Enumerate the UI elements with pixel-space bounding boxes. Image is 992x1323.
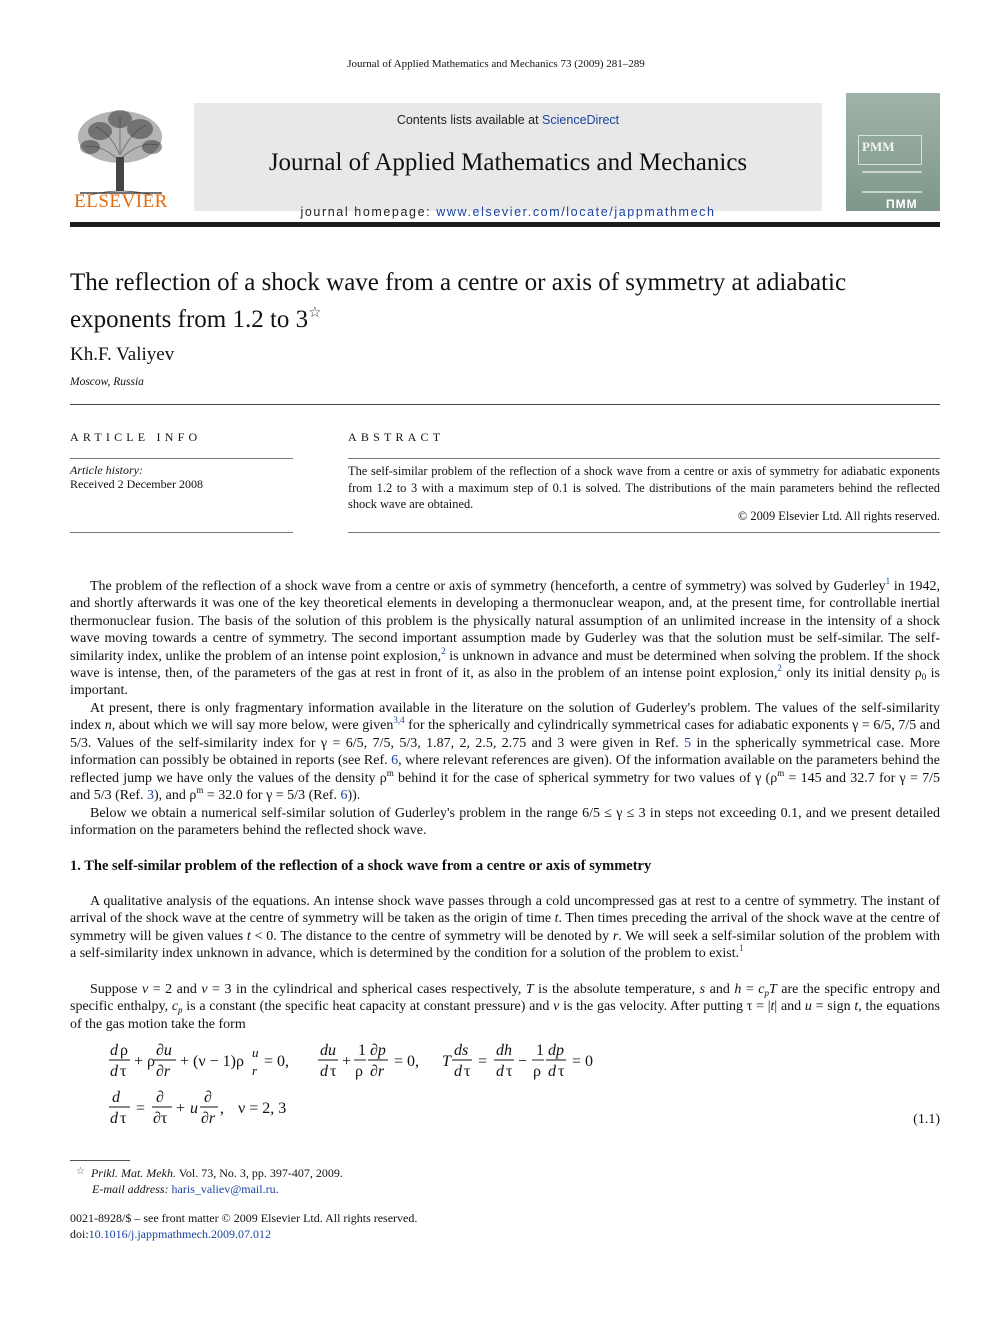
text-run: is the absolute temperature, xyxy=(533,982,700,997)
divider xyxy=(70,532,293,533)
svg-text:∂τ: ∂τ xyxy=(153,1110,168,1127)
body-paragraph-4 xyxy=(70,893,940,963)
superscript: m xyxy=(386,767,394,778)
math-symbol: t xyxy=(554,911,559,927)
text-run: Suppose xyxy=(90,982,142,997)
citation-ref[interactable]: 3,4 xyxy=(393,715,405,726)
math-symbol: c xyxy=(758,982,765,997)
svg-text:r: r xyxy=(252,1063,258,1078)
svg-text:+: + xyxy=(176,1100,186,1117)
footnote-star: ☆ xyxy=(76,1166,85,1177)
text-run: = 145 and 32.7 for γ = 7/5 and 5/3 (Ref. xyxy=(70,770,940,804)
svg-text:+: + xyxy=(342,1053,352,1070)
text-run: is a constant (the specific heat capacity at constant pressure) and xyxy=(182,999,554,1015)
text-run: , about which we will say more below, were given xyxy=(111,718,394,734)
abstract-heading: ABSTRACT xyxy=(348,430,445,444)
svg-text:du: du xyxy=(320,1042,336,1059)
svg-text:=: = xyxy=(478,1053,488,1070)
math-symbol: t xyxy=(770,999,775,1015)
doi-link[interactable]: 10.1016/j.jappmathmech.2009.07.012 xyxy=(88,1227,271,1241)
subscript: p xyxy=(764,988,769,998)
equation-number: (1.1) xyxy=(913,1112,940,1127)
svg-text:d: d xyxy=(110,1110,118,1127)
citation-ref[interactable]: 3 xyxy=(146,788,154,804)
journal-banner xyxy=(194,103,822,219)
homepage-prefix: journal homepage: xyxy=(300,205,437,219)
svg-text:∂: ∂ xyxy=(156,1089,164,1106)
text-run: The problem of the reflection of a shock wave from a centre or axis of symmetry (henceforth, a centre of symmetry) was solved by Guderley xyxy=(90,579,886,594)
copyright-notice: © 2009 Elsevier Ltd. All rights reserved. xyxy=(737,509,940,523)
equation-line-1 xyxy=(109,1042,593,1080)
divider xyxy=(348,532,940,533)
received-date: Received 2 December 2008 xyxy=(70,477,203,491)
cover-abbr: PMM xyxy=(862,139,895,154)
divider xyxy=(348,458,940,459)
svg-text:d: d xyxy=(454,1063,462,1080)
doi-line xyxy=(70,1227,271,1242)
divider xyxy=(70,458,293,459)
text-run: for the spherically and cylindrically symmetrical cases for adiabatic exponents γ = 6/5, 7/5 and 5/3. Values of the self-similarity index for γ = 6/5, 7/5, 5/3, 1.87, 2, 2.5, 2.75 and 3 were given in Ref. xyxy=(70,718,940,751)
svg-text:∂: ∂ xyxy=(204,1089,212,1106)
superscript: m xyxy=(196,785,204,796)
citation-ref[interactable]: 2 xyxy=(441,645,446,656)
cover-decoration xyxy=(862,171,922,193)
svg-text:d: d xyxy=(496,1063,504,1080)
article-title-text: The reflection of a shock wave from a centre or axis of symmetry at adiabatic exponents from 1.2 to 3 xyxy=(70,269,847,333)
text-run: At present, there is only fragmentary information available in the literature on the solution of Guderley's problem. The values of the self-similarity index xyxy=(70,701,940,734)
svg-text:= 0,: = 0, xyxy=(394,1053,420,1070)
homepage-line xyxy=(194,205,822,219)
math-symbol: ν xyxy=(201,982,208,997)
text-run: in 1942, and shortly afterwards it was one of the key theoretical elements in developing a thermonuclear weapon, and, at the present time, for controllable inertial thermonuclear fusion. The basis of the solution of this problem is the physically natural assumption of an unlimited increase in the intensity of a shock wave moving towards a centre of symmetry. The second important assumption made by Guderley was that the solution must be self-similar. The self-similarity index, unlike the problem of an intense point explosion, xyxy=(70,579,941,664)
contents-line xyxy=(194,113,822,127)
svg-text:∂r: ∂r xyxy=(370,1063,385,1080)
abstract-text: The self-similar problem of the reflection of a shock wave from a centre or axis of symmetry for adiabatic exponents from 1.2 to 3 with a maximum step of 0.1 is solved. The distributions of the main parameters behind the reflected shock wave are obtained. xyxy=(348,464,940,511)
contents-prefix: Contents lists available at xyxy=(396,113,543,127)
text-run: A qualitative analysis of the equations. An intense shock wave passes through a cold uncompressed gas at rest to a centre of symmetry. The instant of arrival of the shock wave at the centre of symmetry will be taken as the origin of time xyxy=(70,894,940,927)
svg-text:d: d xyxy=(112,1089,120,1106)
journal-cover-thumbnail xyxy=(846,93,940,211)
text-run: = 32.0 for γ = 5/3 (Ref. xyxy=(203,788,341,804)
svg-text:τ: τ xyxy=(120,1110,127,1127)
svg-text:−: − xyxy=(518,1053,528,1070)
math-symbol: u xyxy=(804,999,812,1015)
svg-text:d: d xyxy=(548,1063,556,1080)
text-run: . We will seek a self-similar solution of the problem with a self-similarity index unknown in advance, which is determined by the condition for a solution of the problem to exist. xyxy=(70,928,941,962)
svg-text:+ (ν − 1)ρ: + (ν − 1)ρ xyxy=(180,1053,244,1070)
text-run: = sign xyxy=(811,999,855,1015)
journal-citation: Journal of Applied Mathematics and Mechanics 73 (2009) 281–289 xyxy=(347,58,645,70)
doi-label: doi: xyxy=(70,1227,89,1241)
email-end: . xyxy=(275,1182,279,1196)
text-run: ), and ρ xyxy=(153,788,197,804)
svg-text:d: d xyxy=(320,1063,328,1080)
issn-line: 0021-8928/$ – see front matter © 2009 Elsevier Ltd. All rights reserved. xyxy=(70,1211,418,1225)
text-run: . Then times preceding the arrival of the shock wave at the centre of symmetry will be given values xyxy=(70,911,940,944)
elsevier-wordmark: ELSEVIER xyxy=(74,191,168,212)
svg-text:d: d xyxy=(110,1042,118,1059)
svg-text:= 0: = 0 xyxy=(572,1053,594,1070)
header-rule xyxy=(70,222,940,227)
math-symbol: c xyxy=(171,999,179,1015)
citation-ref[interactable]: 1 xyxy=(739,943,744,954)
article-info-heading: ARTICLE INFO xyxy=(70,430,202,444)
footnote-source-details: Vol. 73, No. 3, pp. 397-407, 2009. xyxy=(175,1166,343,1180)
svg-text:=: = xyxy=(136,1100,146,1117)
text-run: , where relevant references are given). Of the information available on the parameters behind the reflected jump we have only the values of the density ρ xyxy=(70,753,940,786)
math-symbol: ν xyxy=(141,982,149,997)
cover-ru-abbr: ПММ xyxy=(886,197,918,211)
svg-text:∂r: ∂r xyxy=(156,1063,171,1080)
svg-text:u: u xyxy=(190,1100,198,1117)
journal-title: Journal of Applied Mathematics and Mechanics xyxy=(268,149,748,176)
svg-text:τ: τ xyxy=(558,1063,565,1080)
equation-line-2 xyxy=(109,1089,286,1127)
subscript: p xyxy=(178,1005,183,1016)
svg-text:,: , xyxy=(220,1100,224,1117)
math-symbol: n xyxy=(104,718,112,734)
svg-text:ρ: ρ xyxy=(533,1063,541,1080)
math-symbol: h xyxy=(734,982,742,997)
math-symbol: T xyxy=(525,982,534,997)
svg-text:+ ρ: + ρ xyxy=(134,1053,156,1070)
footnote-source xyxy=(76,1166,343,1181)
svg-text:∂r: ∂r xyxy=(201,1110,216,1127)
homepage-link[interactable]: www.elsevier.com/locate/jappmathmech xyxy=(436,205,716,219)
svg-text:τ: τ xyxy=(330,1063,337,1080)
footnote-rule xyxy=(70,1160,130,1161)
svg-text:τ: τ xyxy=(120,1063,127,1080)
title-footnote-marker[interactable]: ☆ xyxy=(308,305,322,321)
text-run: = xyxy=(741,982,759,997)
citation-ref[interactable]: 5 xyxy=(684,735,692,751)
equation-1-1 xyxy=(108,1040,940,1132)
author-name: Kh.F. Valiyev xyxy=(70,344,175,365)
text-run: is important. xyxy=(70,666,940,699)
superscript: m xyxy=(777,767,785,778)
text-run: is the gas velocity. After putting τ = | xyxy=(559,999,771,1015)
text-run: = 2 and xyxy=(148,982,202,997)
author-affiliation: Moscow, Russia xyxy=(70,376,144,388)
body-paragraph-2 xyxy=(70,700,940,804)
svg-text:1: 1 xyxy=(358,1042,366,1059)
svg-text:ds: ds xyxy=(454,1042,469,1059)
math-symbol: T xyxy=(768,982,777,997)
text-run: , the equations of the gas motion take the form xyxy=(70,999,940,1032)
text-run: only its initial density ρ xyxy=(781,666,922,682)
email-label: E-mail address: xyxy=(92,1182,172,1196)
svg-text:dp: dp xyxy=(548,1042,564,1059)
svg-text:1: 1 xyxy=(536,1042,544,1059)
text-run: )). xyxy=(347,788,361,804)
section-heading-1: 1. The self-similar problem of the reflection of a shock wave from a centre or axis of symmetry xyxy=(70,858,652,874)
svg-text:T: T xyxy=(442,1053,451,1070)
article-title xyxy=(70,268,940,335)
equation-nu-values: ν = 2, 3 xyxy=(238,1100,287,1117)
citation-ref[interactable]: 1 xyxy=(885,576,891,586)
footnote-email xyxy=(92,1182,279,1197)
article-history-label: Article history: xyxy=(70,463,143,477)
svg-text:dh: dh xyxy=(496,1042,512,1059)
svg-text:τ: τ xyxy=(506,1063,513,1080)
text-run: | and xyxy=(774,999,805,1015)
svg-text:ρ: ρ xyxy=(120,1042,128,1059)
email-link[interactable]: haris_valiev@mail.ru xyxy=(171,1182,276,1196)
svg-text:u: u xyxy=(252,1045,259,1060)
citation-ref[interactable]: 6 xyxy=(391,753,399,769)
text-run: and xyxy=(705,982,735,997)
svg-text:= 0,: = 0, xyxy=(264,1053,290,1070)
masthead xyxy=(70,93,940,223)
text-run: is unknown in advance and must be determined when solving the problem. If the shock wave is intense, then, of the parameters of the gas at rest in front of it, as also in the problem of an intense point explosion, xyxy=(70,648,940,682)
math-symbol: t xyxy=(854,999,859,1015)
math-symbol: s xyxy=(699,982,706,997)
math-symbol: r xyxy=(612,928,619,944)
text-run: are the specific entropy and specific enthalpy, xyxy=(70,982,941,1015)
svg-text:∂u: ∂u xyxy=(156,1042,172,1059)
math-symbol: t xyxy=(246,928,251,944)
math-symbol: v xyxy=(553,999,560,1015)
footnote-source-journal: Prikl. Mat. Mekh. xyxy=(90,1166,176,1180)
body-paragraph-5 xyxy=(70,981,940,1033)
body-paragraph-3: Below we obtain a numerical self-similar solution of Guderley's problem in the range 6/5 ≤ γ ≤ 3 in steps not exceeding 0.1, and we present detailed information on the parameters behind the reflected shock wave. xyxy=(70,806,940,839)
svg-text:ρ: ρ xyxy=(355,1063,363,1080)
text-run: in the spherically symmetrical case. More information can possibly be obtained in reports (see Ref. xyxy=(70,735,940,769)
svg-text:d: d xyxy=(110,1063,118,1080)
citation-ref[interactable]: 6 xyxy=(340,788,348,804)
text-run: < 0. The distance to the centre of symmetry will be denoted by xyxy=(250,928,613,944)
text-run: = 3 in the cylindrical and spherical cases respectively, xyxy=(207,982,526,997)
divider xyxy=(70,404,940,405)
sciencedirect-link[interactable]: ScienceDirect xyxy=(542,113,620,127)
svg-text:∂p: ∂p xyxy=(370,1042,386,1059)
body-paragraph-1 xyxy=(70,578,940,700)
subscript: 0 xyxy=(921,672,927,683)
text-run: behind it for the case of spherical symmetry for two values of γ (ρ xyxy=(393,770,778,786)
citation-ref[interactable]: 2 xyxy=(777,663,782,674)
svg-text:τ: τ xyxy=(464,1063,471,1080)
